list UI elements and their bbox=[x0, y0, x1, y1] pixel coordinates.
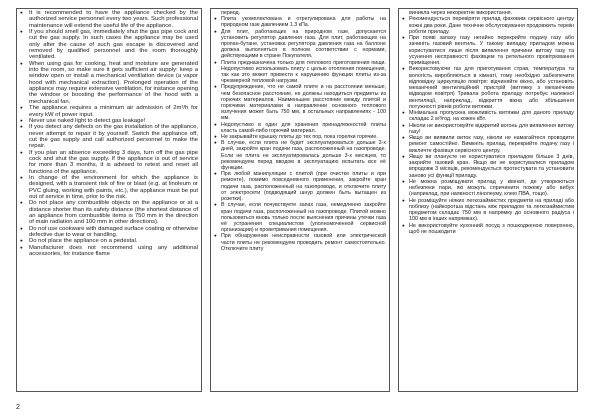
list-item: ● Не розміщуйте ніяких легкозаймистих предметів на приладі або поблизу (найкоротша відстань між приладом та легкозаймистим предметом складає 750 мм в напрямку до основного радіуса і 100 мм в інших напрямках). bbox=[402, 198, 574, 223]
list-item: ● Використовуючи газ для приготування страв, температура та вологість виробляються в кімнаті, тому необхідно забезпечити відповідну циркуляцію повітря: відчиняйте вікно, або установіть механічний вентиляційний пристрій (витяжку з механічним відводом повітря) Тривала робота приладу потребує належної вентиляції, наприклад, відкриття вікна або збільшення потужності рівнів роботи витяжки. bbox=[402, 66, 574, 110]
list-item: ● If you detect any defects on the gas installation of the appliance, never attempt to repair it by yourself. Switch the appliance off, cut the gas supply and call authorized personnel to make the repair. bbox=[20, 124, 198, 149]
list-item-continuation: виникла через некоректне використання. bbox=[409, 10, 513, 16]
list-item: ● The appliance requires a minimum air admission of 2m³/h for every kW of power input. bbox=[20, 105, 198, 118]
list-item: ● In change of the environment for which the appliance is designed, with a transient risk of fire or blast (e.g. at linoleum or PVC gluing, working with paints, etc.), the appliance must be put out of service in time, prior to the risk. bbox=[20, 175, 198, 200]
list-item: ● В случае, если плита не будет эксплуатироваться дольше 3-х дней, закройте кран подачи газа, расположенный на газопроводе. Если не плита не эксплуатировалась дольше 3-х месяцев, то рекомендуем перед вводом в эксплуатацию испытать все её функции. bbox=[214, 140, 386, 171]
english-column bbox=[16, 8, 202, 392]
list-item: ● При любой манипуляции с плитой (при очистке плиты и при ремонте), помимо повседневного применения, закройте кран подачи газа, расположенный на газопроводе, и отключите плиту от электросети (подводящий шнур должен быть вытащен из розетки). bbox=[214, 171, 386, 202]
list-item: ● Не використовуйте кухонний посуд з пошкодженою поверхнею, щоб не пошкодити bbox=[402, 223, 574, 236]
list-item: ● Never use naked light to detect gas leakage! bbox=[20, 118, 198, 124]
list-item: ● Manufacturer does not recommend using any additional accessories, for instance flame bbox=[20, 245, 198, 258]
list-item: ● При появі запаху газу негайно перекрийте подачу газу або зачиніть газовий вентиль. У такому випадку приладом можна користуватися лише після виявлення причини витоку газу та усунення несправності фахівцем та ретельного провітрювання приміщення. bbox=[402, 35, 574, 66]
list-item: ● It is recommended to have the appliance checked by the authorized service personnel every two years. Such professional maintenance will extend the useful life of the appliance. bbox=[20, 10, 198, 29]
list-item: ● Ніколи не використовуйте відкритий вогонь для виявлення витоку газу! bbox=[402, 123, 574, 136]
list-item: ● If you should smell gas, immediately shut the gas pipe cock and cut the gas supply. In such cases the appliance may be used only after the cause of such gas escape is discovered and removed by qualified personnel and the room thoroughly ventilated. bbox=[20, 29, 198, 61]
list-item: ● Якщо ви плануєте не користуватися приладом більше 3 днів, закрийте газовий кран. Якщо ви не користувалися приладом впродовж 3 місяців, рекомендується протестувати та установити заново усі функції приладу. bbox=[402, 154, 574, 179]
russian-list bbox=[214, 10, 386, 252]
list-item: ● Для плит, работающих на природном газе, допускается установить регулятор давления газа. Для плит, работающих на пропан-бутане, установка регулятора давления газа на баллоне должна выполняться в полном соответствии с нормами, действующими в стране Покупателя. bbox=[214, 29, 386, 60]
list-item: ● Предупреждение, что не самой плите и на расстоянии меньше, чем безопасное расстояние, не должны находиться предметы из горючих материалов. Наименьшее расстояние между плитой и горючими материалами в направлении основного теплового излучения может быть 750 мм, в остальных направлениях - 100 мм. bbox=[214, 84, 386, 121]
russian-column bbox=[210, 8, 390, 392]
ukrainian-column bbox=[398, 8, 578, 392]
list-item: ● Мінімальна пропускна можливість витяжки для даного приладу складає 2 м³/год. на кожен кВт. bbox=[402, 110, 574, 123]
list-item: ● Do not use cookware with damaged surface coating or otherwise defective due to wear or handling. bbox=[20, 226, 198, 239]
list-item: ● Не можна розміщувати прилад у кімнаті, де утворюються небезпеки пари, які можуть спричинити пожежу або вибух (наприклад, при наявності лінолеуму, клею ПВА, тощо). bbox=[402, 179, 574, 198]
list-item: ● Плита укомплектована и отрегулирована для работы на природном газе давлением 1.3 кПа. bbox=[214, 16, 386, 28]
list-item: ● Do not place the appliance on a pedestal. bbox=[20, 238, 198, 244]
list-item: ● Плита предназначена только для теплового приготовления пищи. Недопустимо использовать плиту с целью отопления помещения, так как это может привести к нарушению функции плиты из-за чрезмерной тепловой нагрузки. bbox=[214, 60, 386, 85]
list-item: ● Якщо ви виявили виток газу, ніколи не намагайтеся проводити ремонт самостійно. Вимкніть прилад, перекрийте подачу газу і викличте фахівця сервісного центру. bbox=[402, 135, 574, 154]
list-item: ● Do not place any combustible objects on the appliance or at a distance shorter than its safety distance (the shortest distance of an appliance from combustible items is 750 mm in the direction of main radiation and 100 mm in other directions). bbox=[20, 200, 198, 225]
list-item: ● If you plan an absence exceeding 3 days, turn off the gas pipe cock and shut the gas supply. If the appliance is out of service for more than 3 months, it is advised to retest and reset all functions of the appliance. bbox=[20, 150, 198, 175]
english-list bbox=[20, 10, 198, 257]
list-item: ● Не закрывайте крышку плиты до тех пор, пока горелки горячие. bbox=[214, 134, 386, 140]
list-item-continuation: период. bbox=[221, 10, 241, 16]
list-item: ● Рекомендується перевіряти прилад фаховим сервісного центру кожні два роки. Дане технічне обслуговування продовжить термін роботи приладу. bbox=[402, 16, 574, 35]
list-item: ● В случае, если почувствуете запах газа, немедленно закройте кран подачи газа, расположенный на газопроводе. Плитой можно пользоваться вновь только после выяснения причины утечки газа её устранения специалистом (уполномоченной сервисной организации) и проветривания помещения. bbox=[214, 202, 386, 233]
list-item: ● When using gas for cooking, heat and moisture are generated into the room, so make sure it gets sufficient air supply: keep a window open or install a mechanical ventilation device (a vapor hood with mechanical extraction). Prolonged operation of the appliance may require extensive ventilation, for instance opening the window or boosting the performance of the hood with a mechanical fan. bbox=[20, 61, 198, 105]
ukrainian-list bbox=[402, 10, 574, 235]
page-number: 2 bbox=[16, 404, 20, 411]
list-item: ● При обнаружении неисправности газовой или электрической части плиты не рекомендуем проводить ремонт самостоятельно. Отключите плиту bbox=[214, 233, 386, 252]
manual-page bbox=[16, 8, 580, 400]
list-item: ● Недопустимо в один для хранения принадлежностей плиты класть самой-либо горючий материал. bbox=[214, 122, 386, 134]
